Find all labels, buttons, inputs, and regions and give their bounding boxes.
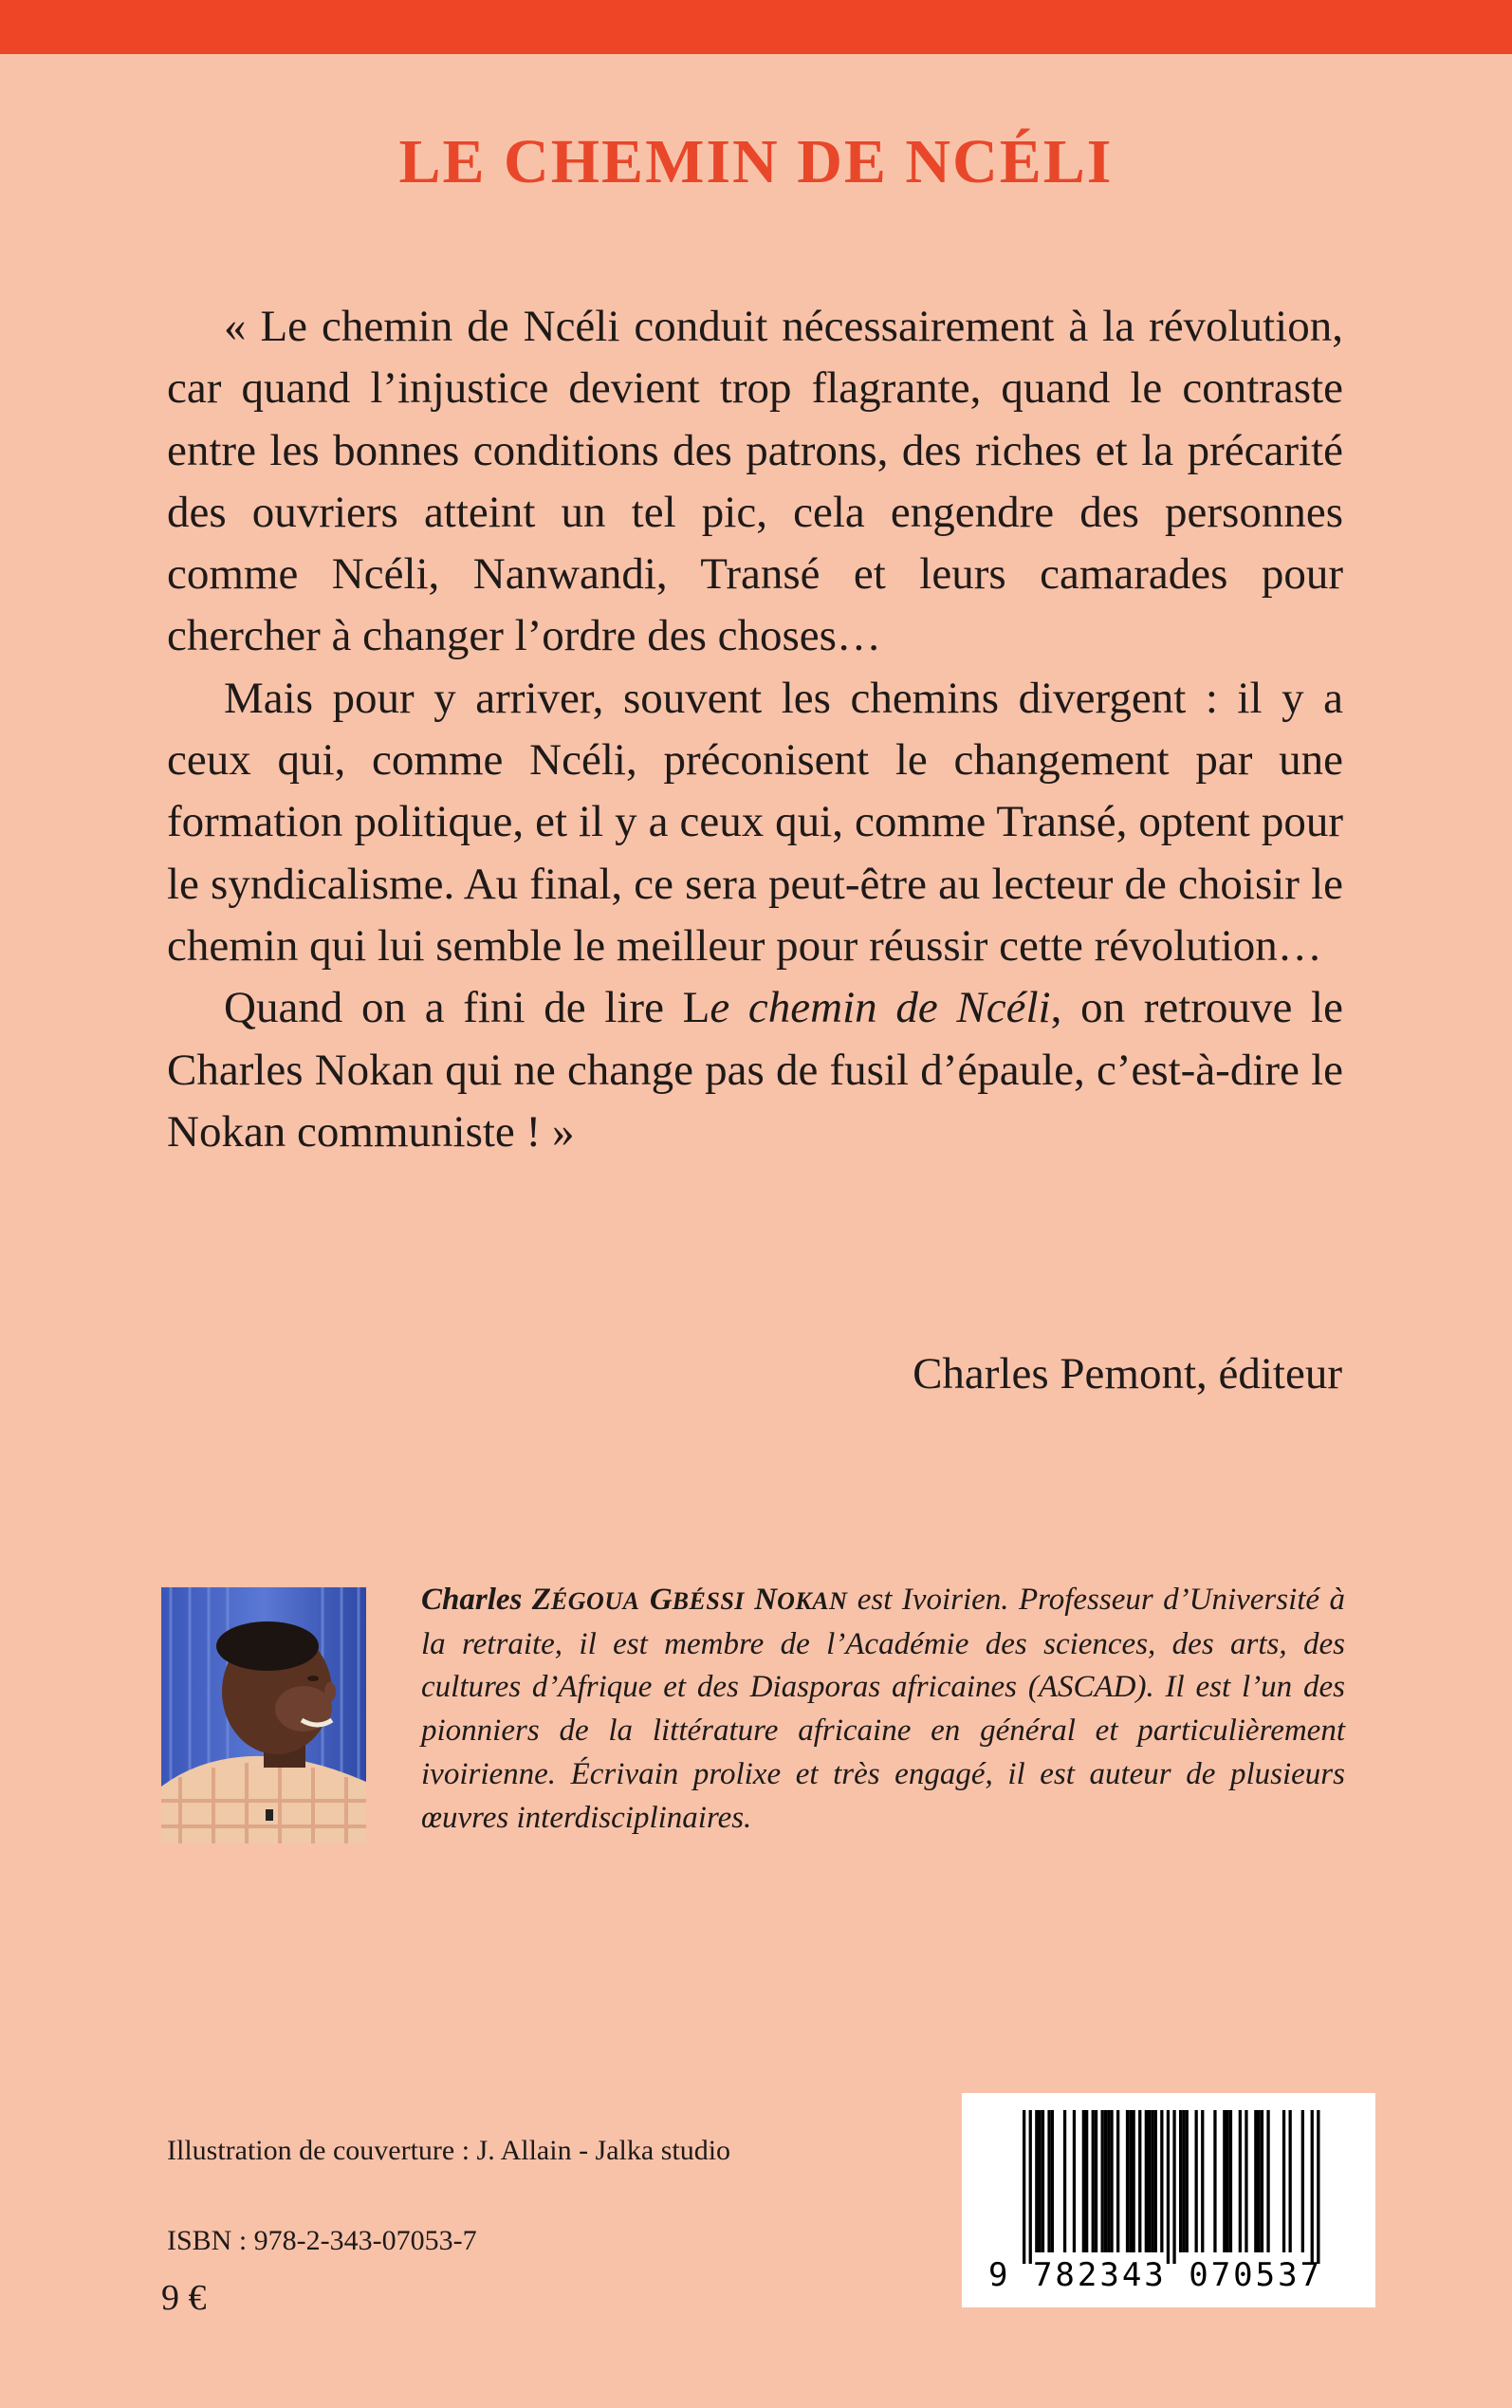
blurb-p3-text-end: , on retrouve le Charles Nokan qui ne change pas de fusil d’épaule, c’est-à-dire le Nokan communiste ! » <box>167 983 1343 1157</box>
barcode-bar <box>1042 2110 1044 2252</box>
barcode-bar <box>1229 2110 1232 2252</box>
publisher-signature: Charles Pemont, éditeur <box>913 1349 1342 1398</box>
barcode-bar <box>1266 2110 1269 2252</box>
barcode-bar <box>1107 2110 1110 2252</box>
author-portrait <box>161 1587 366 1843</box>
barcode-bar <box>1182 2110 1185 2252</box>
barcode-bar <box>1085 2110 1088 2252</box>
barcode-bar <box>1063 2110 1066 2252</box>
barcode-bar <box>1311 2110 1314 2264</box>
barcode-bar <box>1226 2110 1229 2252</box>
author-bio-text: est Ivoirien. Professeur d’Université à la retraite, il est membre de l’Académie des sciences, des arts, des cultures d’Afrique et des Diasporas africaines (ASCAD). Il est l’un des pionniers de la littérature africaine en général et particulièrement ivoirienne. Écrivain prolixe et très engagé, il est auteur de plusieurs œuvres interdisciplinaires. <box>421 1583 1345 1835</box>
barcode-bar <box>1051 2110 1054 2252</box>
price: 9 € <box>161 2278 207 2318</box>
barcode-bar <box>1186 2110 1189 2252</box>
barcode-bar <box>1116 2110 1119 2252</box>
barcode-bar <box>1282 2110 1285 2252</box>
barcode-bar <box>1035 2110 1038 2252</box>
barcode-bar <box>1039 2110 1042 2252</box>
barcode-bar <box>1104 2110 1107 2252</box>
barcode-bar <box>1223 2110 1226 2252</box>
barcode-bar <box>1047 2110 1050 2252</box>
back-cover-blurb <box>167 296 1343 1163</box>
barcode-digits: 9 782343 070537 <box>988 2256 1323 2294</box>
barcode-bar <box>1258 2110 1261 2252</box>
barcode-bar <box>1145 2110 1148 2252</box>
barcode-bar <box>1261 2110 1263 2252</box>
blurb-p3-text: Quand on a fini de lire L <box>224 983 710 1033</box>
author-bio <box>421 1579 1345 1840</box>
barcode-bar <box>1245 2110 1247 2252</box>
blurb-paragraph-2: Mais pour y arriver, souvent les chemins divergent : il y a ceux qui, comme Ncéli, préconisent le changement par une formation politique, et il y a ceux qui, comme Transé, optent pour le syndicalisme. Au final, ce sera peut-être au lecteur de choisir le chemin qui lui semble le meilleur pour réussir cette révolution… <box>167 673 1343 971</box>
barcode <box>962 2093 1375 2307</box>
barcode-bar <box>1101 2110 1104 2252</box>
isbn: ISBN : 978-2-343-07053-7 <box>167 2225 477 2256</box>
barcode-bar <box>1133 2110 1135 2252</box>
barcode-bar <box>1129 2110 1132 2252</box>
barcode-bar <box>1151 2110 1153 2252</box>
barcode-bar <box>1317 2110 1319 2264</box>
barcode-bar <box>1082 2110 1085 2252</box>
barcode-bar <box>1023 2110 1025 2264</box>
barcode-bar <box>1239 2110 1242 2252</box>
cover-illustration-credit: Illustration de couverture : J. Allain - Jalka studio <box>167 2135 731 2166</box>
author-photo-image <box>161 1587 366 1843</box>
author-name: Charles ZÉGOUA GBÉSSI NOKAN <box>421 1583 848 1617</box>
barcode-bar <box>1126 2110 1129 2252</box>
barcode-bar <box>1110 2110 1113 2252</box>
barcode-bar <box>1167 2110 1170 2264</box>
barcode-bar <box>1254 2110 1257 2252</box>
barcode-bar <box>1160 2110 1163 2252</box>
barcode-bar <box>1148 2110 1151 2252</box>
book-title: LE CHEMIN DE NCÉLI <box>398 127 1114 196</box>
barcode-bar <box>1195 2110 1198 2252</box>
barcode-bar <box>1092 2110 1095 2252</box>
barcode-bar <box>1301 2110 1304 2252</box>
barcode-bar <box>1201 2110 1204 2252</box>
blurb-paragraph-1: « Le chemin de Ncéli conduit nécessairement à la révolution, car quand l’injustice devient trop flagrante, quand le contraste entre les bonnes conditions des patrons, des riches et la précarité des ouvriers atteint un tel pic, cela engendre des personnes comme Ncéli, Nanwandi, Transé et leurs camarades pour chercher à changer l’ordre des choses… <box>167 302 1343 661</box>
barcode-bar <box>1213 2110 1216 2252</box>
barcode-bar <box>1154 2110 1157 2252</box>
barcode-bar <box>1029 2110 1032 2264</box>
book-title-italic: e chemin de Ncéli <box>710 983 1051 1033</box>
barcode-bar <box>1289 2110 1292 2252</box>
barcode-bar <box>1172 2110 1175 2264</box>
top-accent-bar <box>0 0 1512 54</box>
barcode-bar <box>1179 2110 1182 2252</box>
barcode-bar <box>1073 2110 1076 2252</box>
blurb-paragraph-3 <box>167 977 1343 1163</box>
barcode-bar <box>1138 2110 1141 2252</box>
barcode-bar <box>1095 2110 1097 2252</box>
